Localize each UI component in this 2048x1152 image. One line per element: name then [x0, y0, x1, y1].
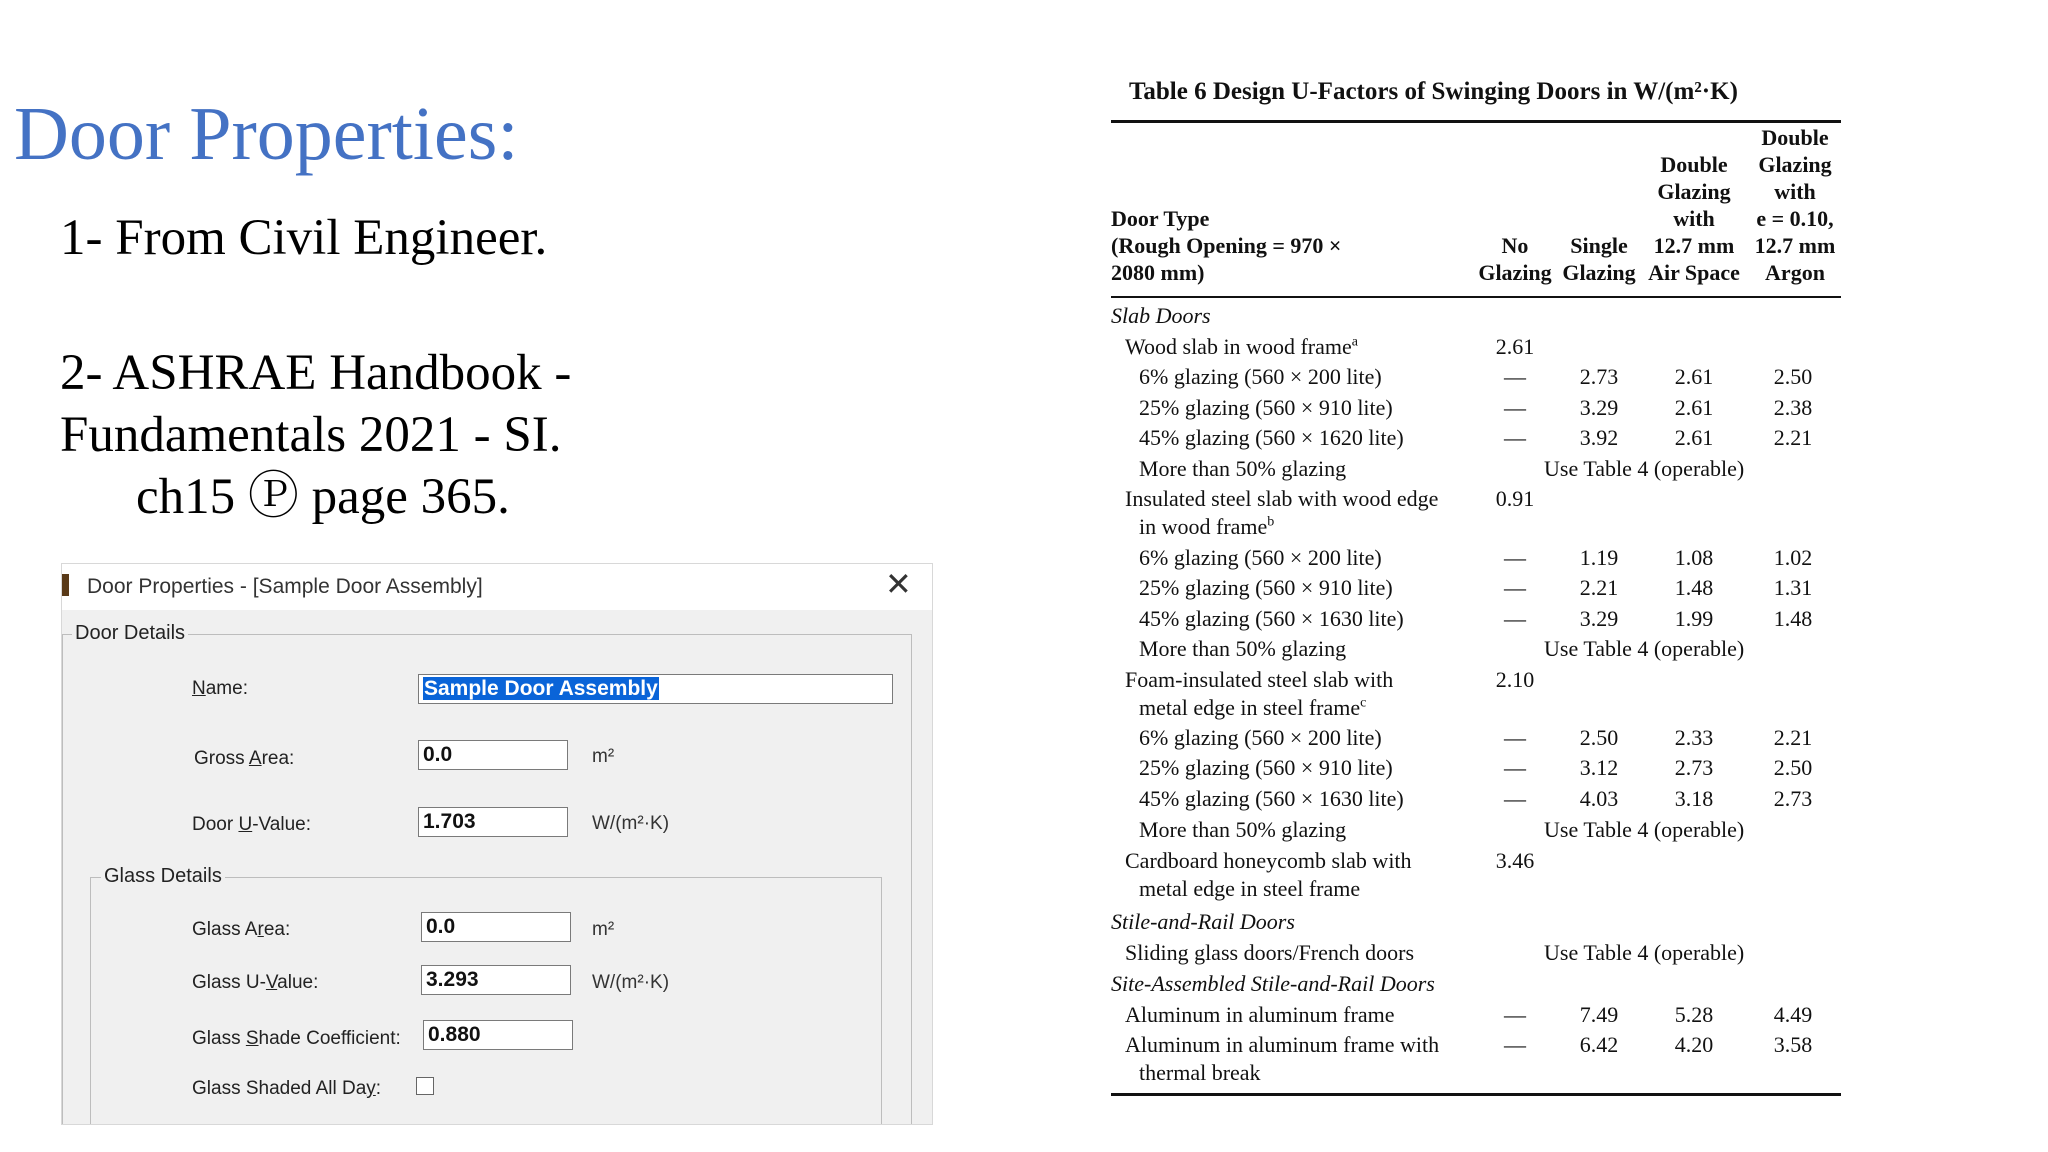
row-label: Aluminum in aluminum frame: [1125, 1002, 1395, 1027]
row-value: —: [1504, 545, 1526, 570]
row-label: Wood slab in wood frame$^a$: [1125, 334, 1358, 359]
row-value: 2.21: [1579, 575, 1619, 600]
row-value: 2.73: [1674, 755, 1714, 780]
row-value: 2.61: [1674, 364, 1714, 389]
header-single-glazing: Single Glazing: [1562, 233, 1636, 285]
table-row: [0, 999, 2048, 1030]
row-label: Cardboard honeycomb slab with: [1125, 848, 1412, 873]
row-value: 2.50: [1579, 725, 1619, 750]
table-bottom-rule: [1111, 1093, 1841, 1096]
table-row: [0, 845, 2048, 876]
row-value: —: [1504, 755, 1526, 780]
row-value: 3.29: [1579, 606, 1619, 631]
row-value: 3.18: [1674, 786, 1714, 811]
slide-line-civil-engineer: 1- From Civil Engineer.: [60, 210, 548, 266]
door-u-value-label: Door U-Value:: [192, 814, 311, 835]
row-value: 4.03: [1579, 786, 1619, 811]
door-details-legend: Door Details: [72, 622, 188, 645]
header-double-glazing-air: Double Glazing with 12.7 mm Air Space: [1648, 152, 1740, 285]
row-value: 5.28: [1674, 1002, 1714, 1027]
row-label: Insulated steel slab with wood edge: [1125, 486, 1439, 511]
row-label: More than 50% glazing: [1139, 636, 1347, 661]
glass-u-value-unit: W/(m²·K): [592, 972, 670, 993]
table-row: [0, 906, 2048, 937]
header-door-type: Door Type (Rough Opening = 970 × 2080 mm): [1111, 206, 1342, 285]
row-value: —: [1504, 575, 1526, 600]
table-row: [0, 361, 2048, 392]
glass-area-label: Glass Area:: [192, 919, 291, 940]
table-row: [0, 422, 2048, 453]
table-row: [0, 453, 2048, 484]
row-label: thermal break: [1139, 1060, 1261, 1085]
table-caption: Table 6 Design U-Factors of Swinging Doors in W/(m²·K): [1129, 78, 1738, 105]
table-row: [0, 511, 2048, 542]
row-value: 3.12: [1579, 755, 1619, 780]
row-value: 1.02: [1773, 545, 1813, 570]
table-row: [0, 692, 2048, 723]
row-label: 25% glazing (560 × 910 lite): [1139, 575, 1393, 600]
table-row: [0, 542, 2048, 573]
row-value: 3.29: [1579, 395, 1619, 420]
table-top-rule: [1111, 120, 1841, 123]
slide-line-page-ref: ch15 Ⓟ page 365.: [136, 469, 510, 525]
footnote-marker: a: [1351, 334, 1358, 350]
table-row: [0, 783, 2048, 814]
row-label: Site-Assembled Stile-and-Rail Doors: [1111, 971, 1435, 996]
row-value: 2.61: [1674, 395, 1714, 420]
row-value: 4.20: [1674, 1032, 1714, 1057]
row-label: metal edge in steel frame$^c$: [1139, 695, 1367, 720]
door-u-value-unit: W/(m²·K): [592, 813, 670, 834]
name-label: Name:: [192, 678, 248, 699]
glass-details-legend: Glass Details: [101, 865, 225, 888]
slide-title: Door Properties:: [14, 92, 519, 176]
row-value: 3.58: [1773, 1032, 1813, 1057]
row-label: 45% glazing (560 × 1630 lite): [1139, 786, 1404, 811]
header-double-glazing-argon: Double Glazing with e = 0.10, 12.7 mm Argon: [1754, 125, 1836, 285]
glass-shade-coefficient-input[interactable]: 0.880: [423, 1020, 573, 1050]
table-row: [0, 331, 2048, 362]
row-span-note: Use Table 4 (operable): [1544, 817, 1745, 842]
row-value: 2.61: [1495, 334, 1535, 359]
glass-shade-coefficient-label: Glass Shade Coefficient:: [192, 1028, 401, 1049]
row-value: 7.49: [1579, 1002, 1619, 1027]
name-selected-text: Sample Door Assembly: [424, 677, 658, 700]
row-value: 6.42: [1579, 1032, 1619, 1057]
row-value: —: [1504, 425, 1526, 450]
row-value: —: [1504, 1032, 1526, 1057]
row-span-note: Use Table 4 (operable): [1544, 456, 1745, 481]
row-value: 1.99: [1674, 606, 1714, 631]
row-value: —: [1504, 364, 1526, 389]
footnote-marker: c: [1360, 695, 1367, 711]
row-value: —: [1504, 725, 1526, 750]
row-value: 3.46: [1495, 848, 1535, 873]
table-row: [0, 392, 2048, 423]
row-value: 2.10: [1495, 667, 1535, 692]
table-row: [0, 873, 2048, 904]
slide-line-fundamentals: Fundamentals 2021 - SI.: [60, 407, 562, 463]
row-value: 1.48: [1773, 606, 1813, 631]
row-value: 1.08: [1674, 545, 1714, 570]
row-label: 25% glazing (560 × 910 lite): [1139, 755, 1393, 780]
row-value: 2.73: [1773, 786, 1813, 811]
dialog-title: Door Properties - [Sample Door Assembly]: [87, 575, 483, 598]
header-no-glazing: No Glazing: [1478, 233, 1552, 285]
row-value: 2.50: [1773, 364, 1813, 389]
gross-area-unit: m²: [592, 746, 615, 767]
glass-area-unit: m²: [592, 919, 615, 940]
row-label: 6% glazing (560 × 200 lite): [1139, 545, 1382, 570]
row-label: 45% glazing (560 × 1620 lite): [1139, 425, 1404, 450]
row-label: Slab Doors: [1111, 303, 1211, 328]
row-label: metal edge in steel frame: [1139, 876, 1361, 901]
row-label: Aluminum in aluminum frame with: [1125, 1032, 1440, 1057]
table-row: [0, 300, 2048, 331]
table-row: [0, 722, 2048, 753]
row-label: in wood frame$^b$: [1139, 514, 1275, 539]
row-value: —: [1504, 606, 1526, 631]
row-value: 2.73: [1579, 364, 1619, 389]
table-row: [0, 752, 2048, 783]
row-span-note: Use Table 4 (operable): [1544, 940, 1745, 965]
row-value: 4.49: [1773, 1002, 1813, 1027]
row-label: More than 50% glazing: [1139, 817, 1347, 842]
gross-area-input[interactable]: 0.0: [418, 740, 568, 770]
close-icon[interactable]: ✕: [885, 566, 912, 602]
row-value: 2.50: [1773, 755, 1813, 780]
row-value: 0.91: [1495, 486, 1535, 511]
glass-area-input[interactable]: 0.0: [421, 912, 571, 942]
row-value: 1.31: [1773, 575, 1813, 600]
footnote-marker: b: [1267, 514, 1275, 530]
row-label: 6% glazing (560 × 200 lite): [1139, 725, 1382, 750]
table-row: [0, 814, 2048, 845]
table-row: [0, 483, 2048, 514]
slide-line-ashrae: 2- ASHRAE Handbook -: [60, 345, 572, 401]
row-value: —: [1504, 1002, 1526, 1027]
row-value: 1.19: [1579, 545, 1619, 570]
table-row: [0, 572, 2048, 603]
row-value: 2.61: [1674, 425, 1714, 450]
row-label: 6% glazing (560 × 200 lite): [1139, 364, 1382, 389]
row-label: Stile-and-Rail Doors: [1111, 909, 1295, 934]
row-value: 2.21: [1773, 425, 1813, 450]
table-row: [0, 1029, 2048, 1060]
table-row: [0, 1057, 2048, 1088]
row-label: 45% glazing (560 × 1630 lite): [1139, 606, 1404, 631]
row-label: Sliding glass doors/French doors: [1125, 940, 1415, 965]
table-header-rule: [1111, 296, 1841, 298]
door-u-value-input[interactable]: 1.703: [418, 807, 568, 837]
table-row: [0, 937, 2048, 968]
row-label: Foam-insulated steel slab with: [1125, 667, 1394, 692]
table-row: [0, 664, 2048, 695]
row-value: 1.48: [1674, 575, 1714, 600]
row-value: 3.92: [1579, 425, 1619, 450]
gross-area-label: Gross Area:: [194, 748, 295, 769]
glass-u-value-label: Glass U-Value:: [192, 972, 319, 993]
row-value: 2.21: [1773, 725, 1813, 750]
glass-shaded-all-day-label: Glass Shaded All Day:: [192, 1078, 382, 1099]
row-value: 2.33: [1674, 725, 1714, 750]
table-row: [0, 968, 2048, 999]
row-label: More than 50% glazing: [1139, 456, 1347, 481]
row-value: 2.38: [1773, 395, 1813, 420]
glass-u-value-input[interactable]: 3.293: [421, 965, 571, 995]
table-row: [0, 633, 2048, 664]
row-span-note: Use Table 4 (operable): [1544, 636, 1745, 661]
row-value: —: [1504, 395, 1526, 420]
row-value: —: [1504, 786, 1526, 811]
row-label: 25% glazing (560 × 910 lite): [1139, 395, 1393, 420]
table-row: [0, 603, 2048, 634]
